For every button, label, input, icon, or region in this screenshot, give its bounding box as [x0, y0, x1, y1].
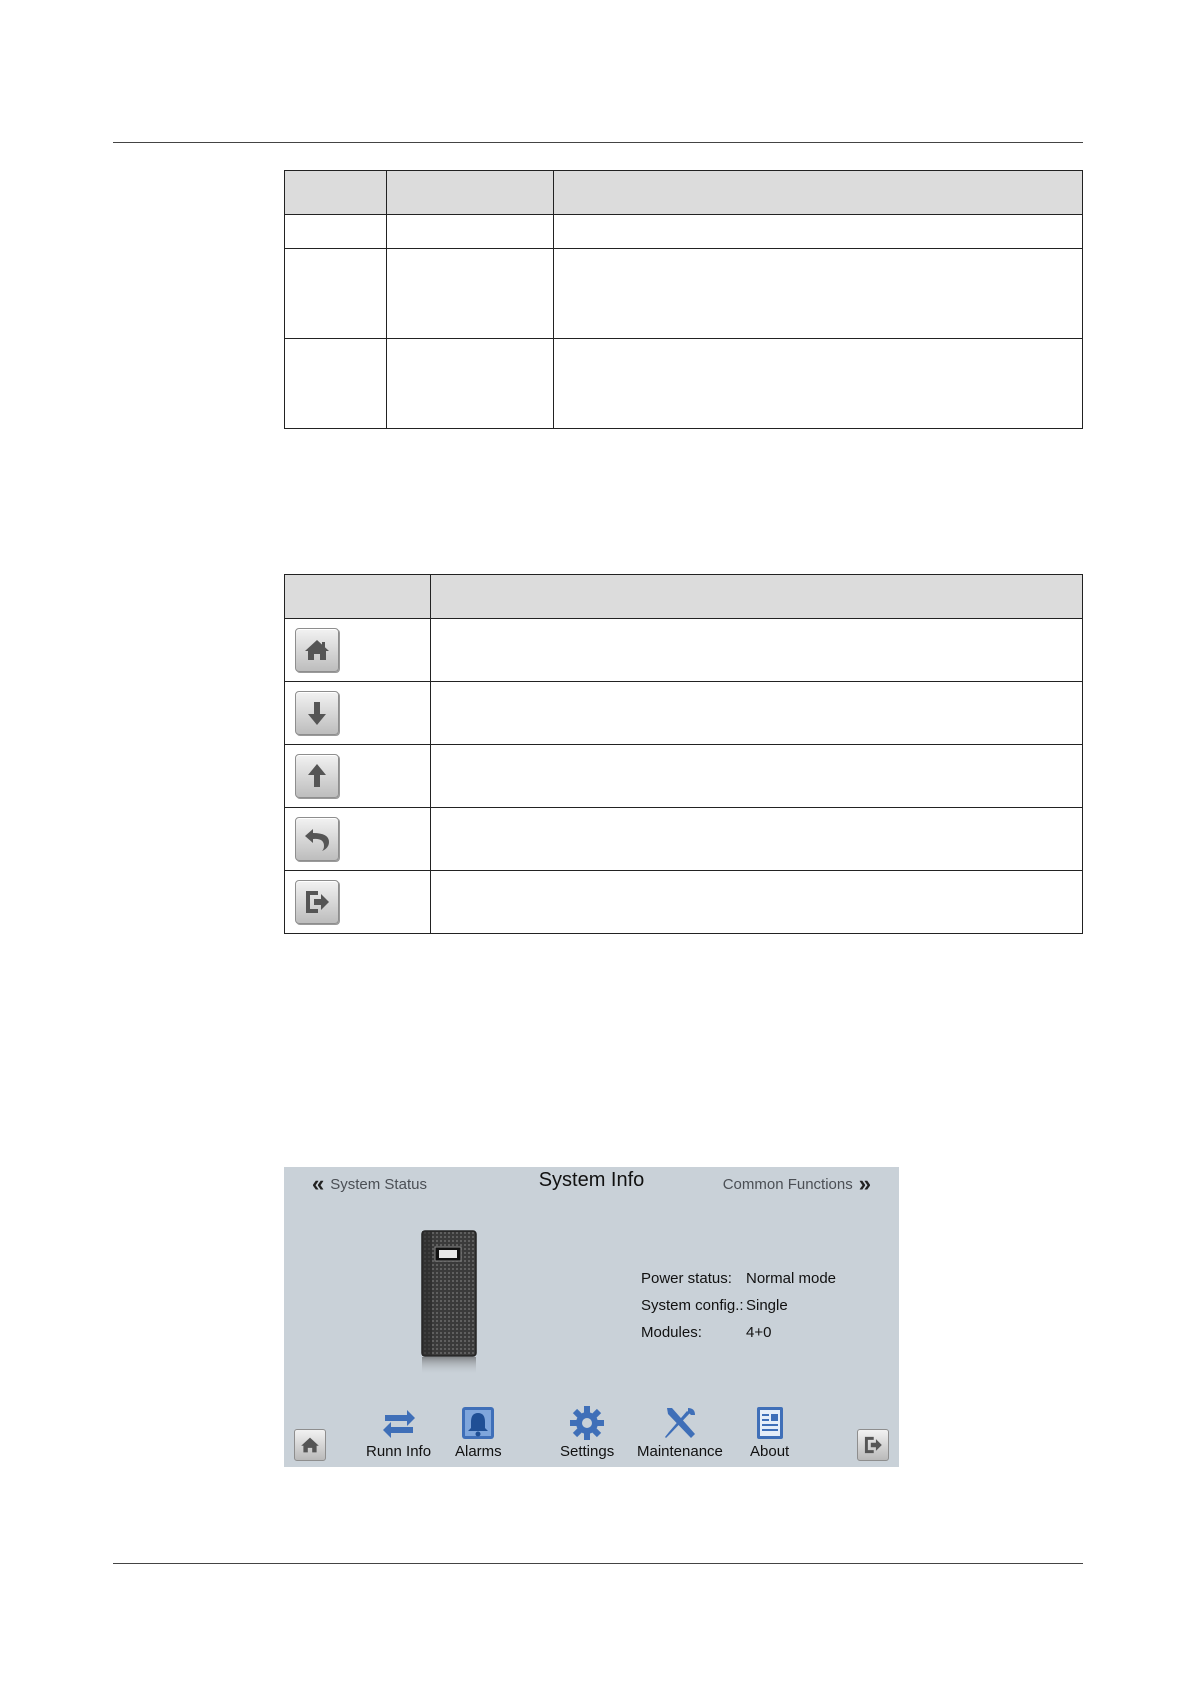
menu-about[interactable]: About: [750, 1405, 789, 1460]
tools-icon: [662, 1405, 698, 1441]
home-button[interactable]: [294, 1429, 326, 1461]
header-rule: [113, 142, 1083, 143]
ups-cabinet-image: [419, 1227, 479, 1377]
menu-settings[interactable]: Settings: [560, 1405, 614, 1460]
double-chevron-right-icon: »: [858, 1171, 871, 1196]
screen-title: System Info: [538, 1169, 645, 1191]
home-icon: [299, 1434, 321, 1456]
exit-icon: [862, 1434, 884, 1456]
system-info-list: [641, 1265, 836, 1346]
exit-button[interactable]: [857, 1429, 889, 1461]
arrow-up-icon[interactable]: [295, 754, 339, 798]
table-row: [285, 339, 1083, 429]
double-chevron-left-icon: «: [312, 1171, 325, 1196]
table-row: [285, 871, 1083, 934]
table-header-cell: [285, 575, 431, 619]
button-description-table: [284, 574, 1083, 934]
table-header-cell: [431, 575, 1083, 619]
table-row: [285, 249, 1083, 339]
document-icon: [752, 1405, 788, 1441]
menu-run-info[interactable]: Runn Info: [366, 1405, 431, 1460]
parameter-table: [284, 170, 1083, 429]
table-header-cell: [285, 171, 387, 215]
exit-icon[interactable]: [295, 880, 339, 924]
home-icon[interactable]: [295, 628, 339, 672]
table-row: [285, 682, 1083, 745]
system-info-screen: [284, 1167, 899, 1467]
info-row-system-config: System config.: Single: [641, 1297, 788, 1314]
table-row: [285, 215, 1083, 249]
info-row-power-status: Power status: Normal mode: [641, 1270, 837, 1287]
table-header-cell: [554, 171, 1083, 215]
nav-next-common-functions[interactable]: [723, 1173, 871, 1195]
arrow-down-icon[interactable]: [295, 691, 339, 735]
nav-next-label: Common Functions: [722, 1175, 853, 1193]
table-row: [285, 745, 1083, 808]
gear-icon: [569, 1405, 605, 1441]
bell-icon: [460, 1405, 496, 1441]
menu-maintenance[interactable]: Maintenance: [637, 1405, 723, 1460]
table-row: [285, 619, 1083, 682]
arrows-exchange-icon: [381, 1405, 417, 1441]
table-row: [285, 808, 1083, 871]
info-row-modules: Modules: 4+0: [641, 1324, 772, 1341]
footer-rule: [113, 1563, 1083, 1564]
nav-prev-label: System Status: [330, 1175, 427, 1193]
back-icon[interactable]: [295, 817, 339, 861]
table-header-cell: [387, 171, 554, 215]
menu-alarms[interactable]: Alarms: [455, 1405, 502, 1460]
